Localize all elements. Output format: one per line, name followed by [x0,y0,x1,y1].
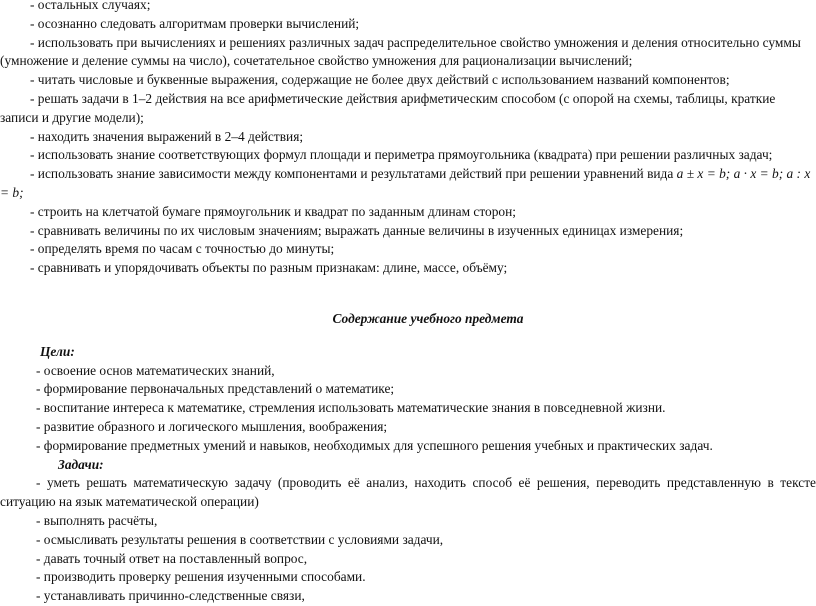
goal-item: - освоение основ математических знаний, [36,362,275,378]
req-line: - использовать при вычислениях и решениях различных задач распределительное свойство умножения и деления относительно суммы (умножение и деление суммы на число), сочетательное свойство умножения для рационализации вычислений; [0,34,801,69]
equation-formula: a ± x = b; a · x = b; a : x = b; [0,166,811,200]
goal-item: - формирование предметных умений и навыков, необходимых для успешного решения учебных и практических задач. [36,437,713,453]
req-line: - осознанно следовать алгоритмам проверки вычислений; [30,15,360,31]
section-title: Содержание учебного предмета [332,310,524,326]
task-item: - давать точный ответ на поставленный вопрос, [36,550,308,566]
req-line: - сравнивать величины по их числовым значениям; выражать данные величины в изученных единицах измерения; [30,222,684,238]
task-item: - выполнять расчёты, [36,512,158,528]
goal-item: - формирование первоначальных представлений о математике; [36,381,395,397]
req-line: - читать числовые и буквенные выражения, содержащие не более двух действий с использованием названий компонентов; [30,72,730,88]
goal-item: - воспитание интереса к математике, стремления использовать математические знания в повседневной жизни. [36,400,666,416]
req-line: - остальных случаях; [30,0,151,12]
req-line: - находить значения выражений в 2–4 действия; [30,128,304,144]
req-line: - решать задачи в 1–2 действия на все арифметические действия арифметическим способом (с опорой на схемы, таблицы, краткие записи и другие модели); [0,90,776,125]
goals-title: Цели: [40,343,75,359]
req-line: - определять время по часам с точностью до минуты; [30,241,335,257]
task-item: - устанавливать причинно-следственные связи, [36,588,305,604]
task-item: - уметь решать математическую задачу (проводить её анализ, находить способ её решения, переводить представленную в тексте ситуацию на язык математической операции) [0,475,816,510]
goal-item: - развитие образного и логического мышления, воображения; [36,418,388,434]
req-equation-text: - использовать знание зависимости между компонентами и результатами действий при решении уравнений вида [30,166,677,182]
task-item: - осмысливать результаты решения в соответствии с условиями задачи, [36,531,444,547]
task-item: - производить проверку решения изученными способами. [36,569,366,585]
req-line: - сравнивать и упорядочивать объекты по разным признакам: длине, массе, объёму; [30,260,508,276]
req-line: - использовать знание соответствующих формул площади и периметра прямоугольника (квадрата) при решении различных задач; [30,147,773,163]
tasks-title: Задачи: [58,456,104,472]
req-line: - строить на клетчатой бумаге прямоугольник и квадрат по заданным длинам сторон; [30,203,517,219]
req-equation-line [0,165,816,203]
